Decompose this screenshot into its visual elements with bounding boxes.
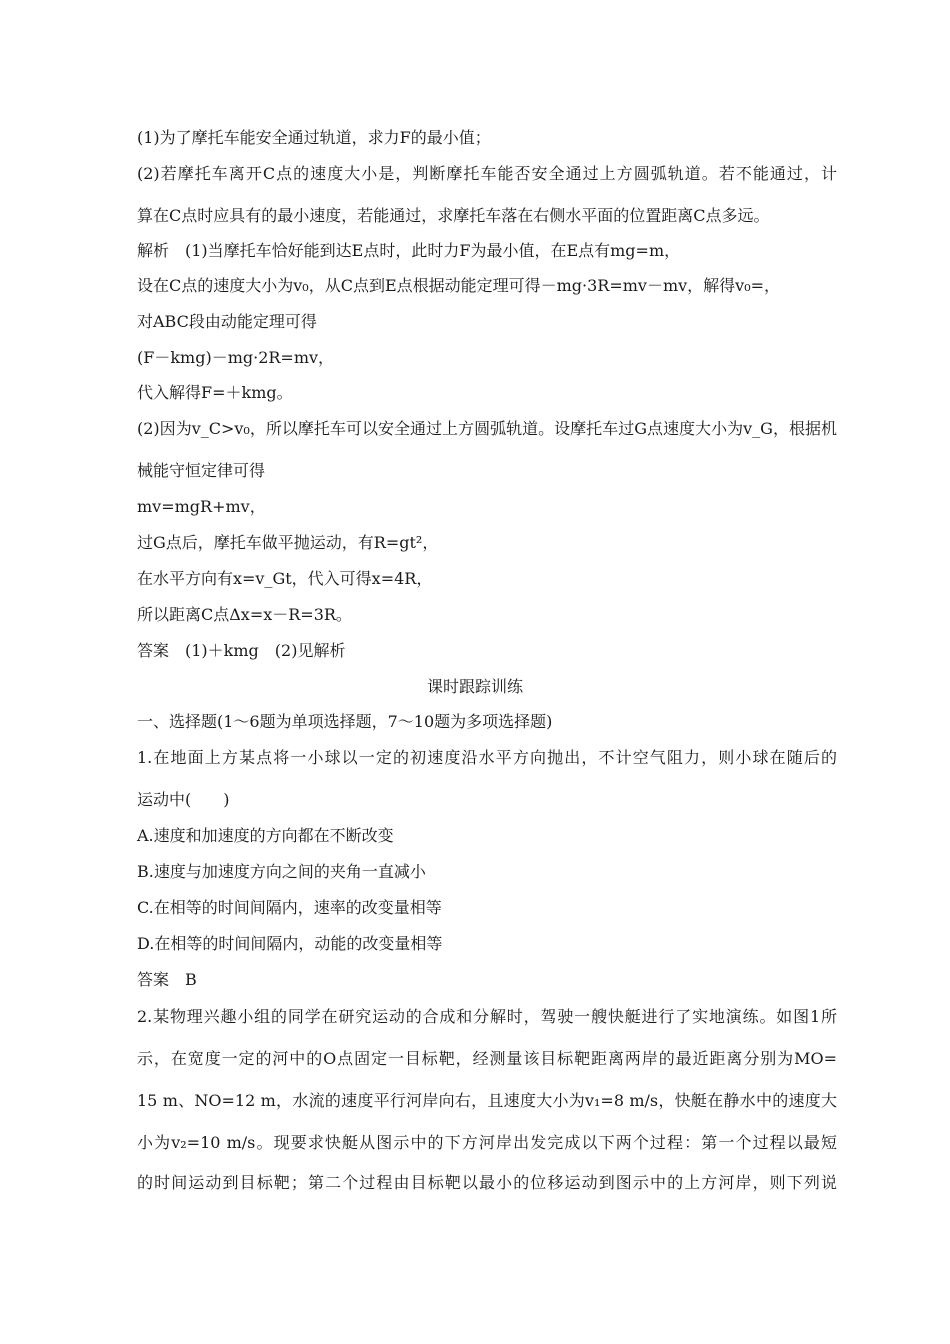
q2-stem-line-5: 的时间运动到目标靶；第二个过程由目标靶以最小的位移运动到图示中的上方河岸，则下列说 (137, 1173, 837, 1192)
solution-line-1: 解析 (1)当摩托车恰好能到达E点时，此时力F为最小值，在E点有mg=m， (137, 241, 681, 260)
solution-line-9: 过G点后，摩托车做平抛运动，有R=gt²， (137, 533, 439, 552)
q1-option-c: C.在相等的时间间隔内，速率的改变量相等 (137, 898, 442, 917)
q1-option-a: A.速度和加速度的方向都在不断改变 (137, 826, 394, 845)
section-title: 课时跟踪训练 (426, 677, 523, 696)
solution-line-5: 代入解得F=＋kmg。 (137, 383, 293, 402)
solution-line-6: (2)因为v_C>v₀，所以摩托车可以安全通过上方圆弧轨道。设摩托车过G点速度大小为v_G，根据机 (137, 419, 837, 438)
q2-stem-line-4: 小为v₂=10 m/s。现要求快艇从图示中的下方河岸出发完成以下两个过程：第一个过程以最短 (137, 1133, 837, 1152)
q2-stem-line-2: 示，在宽度一定的河中的O点固定一目标靶，经测量该目标靶距离两岸的最近距离分别为MO= (137, 1049, 837, 1068)
solution-line-10: 在水平方向有x=v_Gt，代入可得x=4R， (137, 569, 433, 588)
question-part-2-line-1: (2)若摩托车离开C点的速度大小是，判断摩托车能否安全通过上方圆弧轨道。若不能通过，计 (137, 164, 837, 183)
solution-line-3: 对ABC段由动能定理可得 (137, 312, 317, 331)
q1-stem-line-2: 运动中( ) (137, 790, 230, 809)
q1-answer: 答案 B (137, 970, 197, 989)
question-part-2-line-2: 算在C点时应具有的最小速度，若能通过，求摩托车落在右侧水平面的位置距离C点多远。 (137, 206, 770, 225)
q1-option-b: B.速度与加速度方向之间的夹角一直减小 (137, 862, 426, 881)
q1-option-d: D.在相等的时间间隔内，动能的改变量相等 (137, 934, 443, 953)
question-part-1: (1)为了摩托车能安全通过轨道，求力F的最小值； (137, 128, 491, 147)
solution-line-8: mv=mgR+mv， (137, 497, 266, 516)
solution-line-4: (F－kmg)－mg·2R=mv， (137, 348, 335, 367)
exercise-heading: 一、选择题(1～6题为单项选择题，7～10题为多项选择题) (137, 712, 553, 731)
solution-line-11: 所以距离C点Δx=x－R=3R。 (137, 605, 352, 624)
q2-stem-line-3: 15 m、NO=12 m，水流的速度平行河岸向右，且速度大小为v₁=8 m/s，快艇在静水中的速度大 (137, 1091, 837, 1110)
answer-line: 答案 (1)＋kmg (2)见解析 (137, 641, 346, 660)
solution-line-2: 设在C点的速度大小为v₀，从C点到E点根据动能定理可得－mg·3R=mv－mv，解得v₀=， (137, 276, 781, 295)
q2-stem-line-1: 2.某物理兴趣小组的同学在研究运动的合成和分解时，驾驶一艘快艇进行了实地演练。如图1所 (137, 1007, 837, 1026)
q1-stem-line-1: 1.在地面上方某点将一小球以一定的初速度沿水平方向抛出，不计空气阻力，则小球在随后的 (137, 748, 837, 767)
solution-line-7: 械能守恒定律可得 (137, 461, 266, 480)
